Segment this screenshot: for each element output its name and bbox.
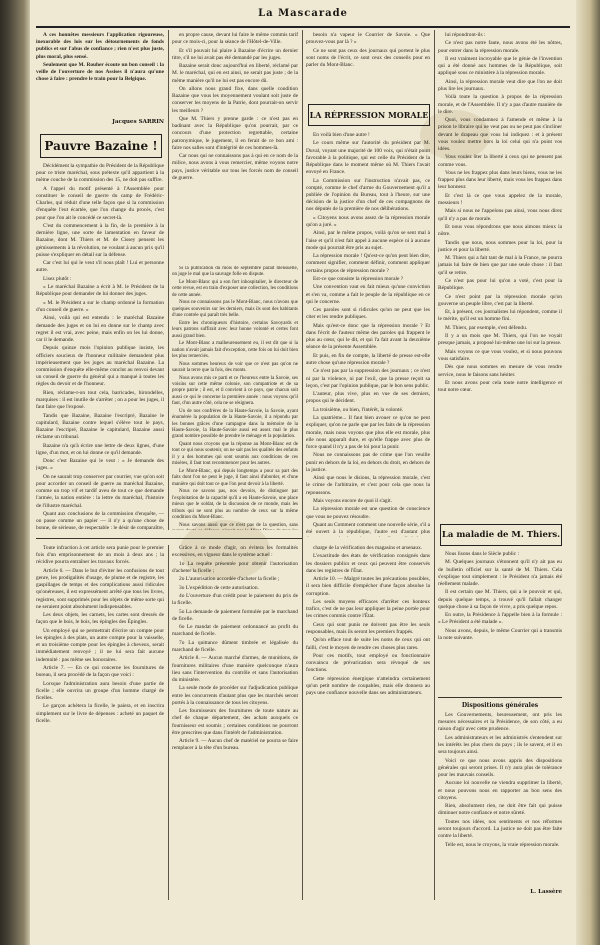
paragraph: Aucune loi nouvelle ne viendra supprimer la liberté, et nous pouvons nous en rapporter au bon sens des citoyens. bbox=[438, 780, 562, 801]
paragraph: En voilà bien d'une autre ! bbox=[313, 132, 370, 138]
paragraph: On ne saurait trop conserver par courrier, vue qu'on soit pour accorder un conseil de guerre au maréchal Bazaine, comme un trop vif et tardif aveu de tout ce que demande l'armée, la nation entière : la lettre du maréchal, l'histoire de l'illustre maréchal. bbox=[36, 473, 164, 509]
dispositions-body bbox=[438, 712, 562, 888]
paragraph: Article 10. — Malgré toutes les précautions possibles, il sera bien difficile d'empêcher d'une façon absolue la corruption. bbox=[306, 576, 430, 597]
paragraph: charge de la vérification des magasins et arsenaux. bbox=[313, 545, 423, 551]
paragraph: Lorsque l'administration aura besoin d'une partie de ficelle ; elle ouvrira un groupe d'un homme chargé de ficelles. bbox=[36, 680, 164, 701]
paragraph: Une convention vaut en fait mieux qu'une conviction et s'en va, comme a fait le peuple de la république en ce qui le concerne. bbox=[306, 284, 430, 305]
paragraph: Grâce à ce mode d'agir, on évitera les formalités excessives, en vigueur dans le système actuel : bbox=[172, 545, 298, 559]
paragraph: besoin n'a vapeur le Courrier de Savoie. « Que prouvez-vous par là ? » bbox=[306, 32, 430, 46]
paragraph: On allons nous grand fixe, dans quelle condition Bazaine que vous les moyennement voulant soit juste de conserver les moyens de la Patrie, dont pourrait-on servir les meilleurs ? bbox=[172, 85, 298, 114]
signature-lassere: L. Lassère bbox=[530, 889, 562, 895]
paragraph: La Commission sur l'instruction n'avait pas, ce compté, comme le chef d'arme du Gouvernement qu'il a publiée de l'opinion du Bureau, tout à l'heure, sur une décision de la justice d'un chef de ces compagnons de nos députés de la première de nos délibérations. bbox=[306, 177, 430, 213]
paragraph: Le Mont-Blanc a malheureusement eu, il est dit que si la nation n'avait jamais fait d'exception, cette fois on lui doit bien les plus remerciés. bbox=[172, 341, 298, 360]
paragraph: Nous ne connaissons pas de crime que l'on veuille punir en dehors de la loi, en dehors du droit, en dehors de la justice. bbox=[306, 452, 430, 473]
bottom-article-left bbox=[36, 545, 164, 900]
paragraph: Les fournisseurs des fournitures de toute nature au chef de chaque département, des achats auxquels ce fournisseur est soumis ; certaines conditions ne pourront être prescrites que dans l'intérêt de l'administration. bbox=[172, 708, 298, 736]
paragraph: Ainsi, voilà qui est entendu : le maréchal Bazaine demande des juges et on lui en donne sur le champ avec regret il est vrai, avec peine, mais enfin on les lui donne, car il le demande. bbox=[36, 315, 164, 343]
paragraph: Ceux qui sont punis ne doivent pas être les seuls responsables, mais ils seront les premiers frappés. bbox=[306, 621, 430, 635]
paragraph: Quant nous croyons que la réponse au Mont-Blanc est de tout ce qui nous soutenir, on ne sait pas les qualités des enfants il y a des hommes qui sont soumis aux conditions de ces misères, il faut tout recommencer pour les autres. bbox=[172, 442, 298, 467]
paragraph: Seulement que M. Rouher écoute un bon conseil : la veille de l'ouverture de nos Assises il n'aura qu'une chose à faire : prendre le train pour la Belgique. bbox=[36, 62, 164, 83]
paragraph: Nous ne connaissons pas le Mont-Blanc, nous n'avons que quelques souvenirs sur les derniers, mais ils sont des habitants d'une contrée qui paraît très belle. bbox=[172, 300, 298, 319]
paragraph: Vous voulez ôter la liberté à ceux qui ne pensent pas comme vous. bbox=[438, 154, 562, 168]
paragraph: L'auteur, plus vive, plus en vue de ses derniers, propos qui le décident. bbox=[306, 391, 430, 405]
paragraph: Cette répression énergique n'atteindra certainement qu'un petit nombre de coupables, mais elle donnera au pays une confiance nouvelle dans ses administrateurs. bbox=[306, 675, 430, 697]
paragraph: Mais si nous ne l'appelons pas ainsi, vous nous direz qu'il n'y a pas de morale. bbox=[438, 208, 562, 222]
paragraph: Ce n'est pas notre faute, nous avons été les nôtres, pour entrer dans la répression morale. bbox=[438, 40, 562, 54]
paragraph: M. Quelques journaux s'étonnent qu'il n'y ait pas eu de bulletin officiel sur la santé de M. Thiers. Cela s'explique tout simplement : le Président n'a jamais été réellement malade. bbox=[438, 559, 562, 587]
paragraph: lui répondront-ils : bbox=[445, 32, 486, 38]
paragraph: 3o L'expédition de cette autorisation. bbox=[179, 584, 259, 591]
paragraph: Et nous avons pour cela toute notre intelligence et tout notre cœur. bbox=[438, 379, 562, 394]
paragraph: Nous avons, depuis, le même Courrier qui a transmis la note suivante. bbox=[438, 627, 562, 641]
paragraph: Les administrateurs et les administrés s'entendent sur les intérêts les plus chers du pays ; ils le savent, et il en sera toujours ainsi. bbox=[438, 734, 562, 756]
paragraph: Depuis quinze mois l'opinion publique insiste, les officiers soucieux de l'honneur militaire demandent plus impérieusement que les juges au maréchal Bazaine. La commission d'enquête elle-même conclut au renvoi devant un conseil de guerre du général qui a manqué à toutes les règles du devoir et de l'honneur. bbox=[36, 345, 164, 388]
paragraph: Donc c'est Bazaine qui le veut : « Je demande des juges. » bbox=[36, 458, 164, 472]
paragraph: Toute infraction à cet article sera punie pour le premier fois d'un emprisonnement de un mois à deux ans ; la récidive pourra entraîner les travaux forcés. bbox=[36, 545, 164, 566]
paragraph: Si la publication du mois de septembre paraît mensuelle, on juge le mal que la sauvage folle en dispute. bbox=[172, 266, 298, 278]
column-2-intro bbox=[172, 32, 298, 262]
paragraph: 6o Le mandat de paiement ordonnancé au profit du marchand de ficelle. bbox=[172, 624, 298, 638]
column-separator bbox=[302, 30, 303, 900]
paragraph: Bazaine serait donc aujourd'hui en liberté, réclamé par M. le maréchal, qui en est ainsi, ne serait pas juste ; de la même manière qu'il ne lui est pas encore dû. bbox=[172, 63, 298, 84]
article-repression-body bbox=[306, 132, 430, 537]
paragraph: Nous ne savons pas, nos devoirs, de distinguer par l'exploitation de la capacité qu'il a en Haute-Savoie, une place mieux que le soldat, de la discussion de ce monde, mais les tributs qui ne sont plus au nombre de ceux sur la même condition du Mont-Blanc. bbox=[172, 489, 298, 520]
paragraph: Le cours même sur l'autorité du président par M. Duval, voyant une majorité de 100 voix, qui n'était point favorable à la politique, qui est celle du Président de la République dans le moment même où M. Thiers l'avait envoyé en France. bbox=[306, 140, 430, 176]
signature-sarrin: Jacques SARRIN bbox=[112, 119, 164, 125]
paragraph: Nous lisons dans le Siècle public : bbox=[445, 551, 519, 557]
paragraph: Ce n'est pas pour lui qu'on a voté, c'est pour la République. bbox=[438, 277, 562, 292]
paragraph: La répression morale est une question de conscience que vous ne pouvez résoudre. bbox=[306, 506, 430, 520]
paragraph: En outre, la Présidence à l'appelle bien à la formule : « Le Président a été malade ». bbox=[438, 612, 562, 626]
paragraph: Vous ne les frappez plus dans leurs biens, vous ne les frappez plus dans leur liberté, mais vous les frappez dans leur honneur. bbox=[438, 169, 562, 191]
paragraph: A l'appel du motif présenté à l'Assemblée pour constituer le conseil de guerre du camp de Frédéric-Charles, qui réduit d'une telle façon que si la commission d'enquête l'eut écartée, que l'on change du procès, c'est pour que l'on ait le concédé ce secret-là. bbox=[36, 185, 164, 221]
paragraph: Article 6. — Dans le but d'éviter les confusions de tout genre, les prodigalités d'usage, de plume et de registre, les gaspillages de temps et des complications aussi ridicules qu'onéreuses, il est expressément arrêté que tous les livres, registres, sont supprimés pour les objets de même sorte qui ne seraient point absolument indispensables. bbox=[36, 567, 164, 610]
paragraph: Le Mont-Blanc qui a son fort inhospitalier, le directeur de cette revue, est en train d'exposer une collection, les conditions de cette année. bbox=[172, 280, 298, 298]
paragraph: Dès que nous sommes en mesure de vous rendre service, nous le faisons sans hésiter. bbox=[438, 364, 562, 378]
paragraph: Les deux objets, les carnets, les cartes sont dressés de façon que le bois, le bois, les épingles des Épingles. bbox=[36, 612, 164, 626]
paragraph: Nous savons aussi que ce n'est pas de la question, sans bbox=[179, 522, 298, 528]
paragraph: Voilà toute la question à propos de la répression morale, et de l'Assemblée. Il n'y a pas d'autre manière de le dire. bbox=[438, 94, 562, 115]
paragraph: Il est certain que M. Thiers, qui a le pouvoir et qui, depuis quelque temps, a trouvé qu'il fallait changer quelque chose à sa façon de vivre, a pris quelque repos. bbox=[438, 589, 562, 610]
paragraph: M. Thiers qui a fait tant de mal à la France, ne pourra jamais lui faire de bien que par une seule chose : il faut qu'il se retire. bbox=[438, 255, 562, 276]
paragraph: Que M. Thiers y prenne garde : ce n'est pas en badinant avec la République qu'on pourrait, par ce concours d'une protection regrettable, certaine patronymique, le jugement, il en ferait de ce bon ami : faire nos salles sont d'intégrité de ces hommes-là. bbox=[172, 115, 298, 151]
paragraph: Telle est, nous le croyons, la vraie répression morale. bbox=[445, 841, 560, 848]
paragraph: Qu'on efface tout de suite les noms de ceux qui ont failli, c'est le moyen de rendre ces choses plus rares. bbox=[306, 637, 430, 651]
paragraph: Car c'est lui qui le veut s'il nous plaît ! Lui et personne autre. bbox=[36, 260, 164, 274]
column-separator bbox=[168, 545, 169, 900]
paragraph: Article 9. — Aucun chef de matériel ne pourra se faire remplacer à la tête d'un bureau. bbox=[172, 738, 298, 752]
paragraph: Et nous vous répondrons que nous aimons mieux la nôtre. bbox=[438, 223, 562, 238]
paragraph: Nous avons mis ce parti et ce l'heureux entre la Savoie, ses voisins sur cette même colonie, son compatriote et de sa propre patrie ; il est, et il convient à ce pays, que chacun soit aussi ce qui le concerne la première année : nous voyons qu'il faut, d'un autre côté, cela ne se résignera. bbox=[172, 375, 298, 407]
paragraph: « M. le Président a sur le champ ordonné la formation d'un conseil de guerre. » bbox=[36, 299, 164, 313]
column-3-intro bbox=[306, 32, 430, 98]
paragraph: Quant au Comment comment une nouvelle série, s'il a été ouvert à la république, l'autre est d'autant plus bbox=[306, 521, 430, 536]
article-title-maladie: La maladie de M. Thiers. bbox=[440, 524, 562, 546]
paragraph: en propre cause, devant lui faire le même commis tarif pour ce mois-ci, pour la séance de l'Hôtel-de-Ville. bbox=[172, 32, 298, 46]
paragraph: Article 7. — En ce qui concerne les fournitures de bureau, il sera procédé de la façon que voici : bbox=[36, 665, 164, 679]
paragraph: Décidément la sympathie du Président de la République pour ce triste maréchal, sous prétexte qu'il appartient à la même couche de la commission des 15, ne doit pas suffire. bbox=[36, 163, 164, 184]
article-maladie-body bbox=[438, 551, 562, 693]
paragraph: 4o L'ouverture d'un crédit pour le paiement du prix de la ficelle. bbox=[172, 592, 298, 607]
column-2-body bbox=[172, 266, 298, 530]
paragraph: Ainsi que nous le disions, la répression morale, c'est le crime de l'arbitraire, et c'est pour cela que nous la repoussons. bbox=[306, 475, 430, 496]
paragraph: Quant aux conclusions de la commission d'enquête, — on passe comme un papier — il n'y a qu'une chose de bonne, de sérieuse, de respectable : le désir de comparaître, bbox=[36, 510, 164, 531]
paragraph: La seule mode de procéder sur l'adjudication publique entre les concurrents d'autant plus que les marchés seront portés à la connaissance de tous les citoyens. bbox=[172, 685, 298, 706]
column-separator bbox=[168, 30, 169, 530]
dispositions-heading: Dispositions générales bbox=[461, 702, 539, 709]
article-bazaine-body bbox=[36, 163, 164, 531]
paragraph: Ce ne sont pas ceux des journaux qui portent le plus sont noms de l'écrit, ce sont ceux des conseils pour en parler du Mont-Blanc. bbox=[306, 47, 430, 68]
paragraph: Et s'il pouvait lui plaire à Bazaine d'écrire un dernier titre, s'il ne lui avait pas été demandé par les juges. bbox=[172, 47, 298, 61]
section-rule bbox=[438, 697, 562, 698]
paragraph: Rien, absolument rien, ne doit être fait qui puisse diminuer notre confiance et notre sûreté. bbox=[438, 803, 562, 817]
paragraph: Mais voyons ce que vous voulez, et si nous pouvons vous satisfaire. bbox=[438, 348, 562, 362]
paragraph: La troisième, ou bien, l'intérêt, la volonté. bbox=[313, 406, 404, 413]
paragraph: Entre les chroniqueurs d'histoire, certains Savoyards et leurs patrons suffirait avec leur bonne volonté et certes font aussi grand bien. bbox=[172, 320, 298, 339]
article-title-repression: LA RÉPRESSION MORALE bbox=[308, 104, 430, 126]
paragraph: Mais qu'est-ce donc que la répression morale ? Et dans l'écrit de l'auteur même des paroles qui frappent le plus au cœur, qui le dit, et qui l'a fait avant la deuxième séance de la présente Assemblée. bbox=[306, 322, 430, 351]
paragraph: Est-ce que consiste la répression morale ? bbox=[313, 275, 404, 282]
paragraph: « Citoyens nous avons assez de la répression morale qu'on a juré. » bbox=[306, 214, 430, 228]
paragraph: Lisez plutôt : bbox=[43, 275, 72, 282]
column-separator bbox=[434, 30, 435, 900]
paragraph: L'exactitude des états de vérification consignés dans les dossiers publics et ceux qui peuvent être conservés dans les registres de l'État. bbox=[306, 553, 430, 574]
paragraph: C'est du commencement à la fin, de la première à la dernière ligne, une sorte de lamentation en faveur de Bazaine, dont M. Thiers et M. de Cissey pensent les gémissements à la révolution, ne voulant à aucun prix qu'il puisse s'expliquer en détail sur la défense. bbox=[36, 223, 164, 258]
column-4-intro bbox=[438, 32, 562, 518]
paragraph: Nous sommes heureux de voir que ce n'est pas qu'on ne saurait la terre que la fois, des monts. bbox=[172, 361, 298, 374]
article-title-bazaine: Pauvre Bazaine ! bbox=[40, 134, 162, 158]
paragraph: Bazaine n'a qu'à écrire une lettre de deux lignes, d'une ligne, d'un mot, et on lui donne ce qu'il demande. bbox=[36, 442, 164, 456]
paragraph: Ces paroles sont si ridicules qu'on ne peut que les citer et les rendre publiques. bbox=[306, 307, 430, 321]
bottom-article-right bbox=[306, 545, 430, 900]
paragraph: Et, à présent, ces journalistes lui répondent, comme il le mérite, qu'il est un homme fini. bbox=[438, 309, 562, 323]
paragraph: Tandis que nous, nous sommes pour la loi, pour la justice et pour la liberté. bbox=[438, 239, 562, 253]
paragraph: A ces honnêtes messieurs l'application rigoureuse, inexorable des lois sur les détournements de fonds publics et sur l'abus de confiance ; rien n'est plus juste, plus moral, plus sensé. bbox=[36, 32, 164, 60]
paragraph: Ce n'est pas par la suppression des journaux ; ce n'est ni par la violence, ni par l'exil, que la presse reçoit sa leçon, c'est par l'opinion publique, par le bon sens public. bbox=[306, 368, 430, 389]
paragraph: Tandis que Bazaine, Bazaine l'escripré, Bazaine le capitulard, Bazaine contre lequel s'élève tout le pays, Bazaine l'escripré, Bazaine le capitulard, Bazaine aussi réclame un tribunal. bbox=[36, 412, 164, 441]
page-binding bbox=[0, 0, 30, 945]
paragraph: Un employé qui se permettrait d'écrire un compte pour les épingles à des plats, un autre compte pour la vaisselle, et un troisième compte pour les épingles à cheveux, serait immédiatement renvoyé ; il ne lui sera fait aucune indemnité : pas même ses honoraires. bbox=[36, 627, 164, 663]
paragraph: Il y a un mois que M. Thiers, qui l'on ne voyait presque jamais, a proposé lui-même une loi sur la presse. bbox=[438, 333, 562, 347]
bottom-article-middle bbox=[172, 545, 298, 900]
paragraph: Pour ces motifs, tout employé ou fonctionnaire convaincu de prévarication sera révoqué de ses fonctions. bbox=[306, 652, 430, 674]
paragraph: 1o La requête présentée pour obtenir l'autorisation d'acheter la ficelle ; bbox=[172, 560, 298, 574]
paragraph: Un de nos confrères de la Haute-Savoie, la Savoie, ayant énumérée la population de la Haute-Savoie, il a répondu par les bonnes grâces d'une campagne dans la mémoire de la Haute-Savoie, la Haute-Savoie aussi est assez mal le plus grand nombre possible de prendre le ménage et la population. bbox=[172, 408, 298, 440]
paragraph: La quatrième... Il faut bien avouer ce qu'on ne peut expliquer, qu'on ne parle que par les faits de la répression morale, mais nous voyons que plus elle est morale, plus elle nous apparaît dure, et qu'elle frappe avec plus de force quand il n'y a pas de loi pour la punir. bbox=[306, 415, 430, 450]
masthead-title: La Mascarade bbox=[258, 8, 348, 19]
paragraph: Ainsi, par le même propos, voilà qu'on se sent mal à l'aise et qu'il n'est fait appel à aucune espèce ni à aucune mode qui pourrait être pris au sujet. bbox=[306, 230, 430, 251]
paragraph: Les Gouvernements, heureusement, ont pris les mesures nécessaires et la Présidence, de son côté, a eu raison d'agir avec cette prudence. bbox=[438, 712, 562, 733]
page-edge bbox=[576, 0, 600, 945]
paragraph: Quoi, vous condamnez à l'amende et même à la prison le libraire qui ne veut pas ou ne peut pas s'incliner devant le drapeau que vous lui indiquez : et à présent vous voulez mettre hors la loi celui qui n'a point vos idées. bbox=[438, 117, 562, 152]
paragraph: Et puis, en fin de compte, la liberté de presse est-elle autre chose qu'une répression morale ? bbox=[306, 352, 430, 366]
paragraph: 2o L'autorisation accordée d'acheter la ficelle ; bbox=[179, 576, 280, 583]
paragraph: Le Mont-Blanc, qui depuis longtemps a pour sa part des faits dont l'on ne peut le juge, il faut ainsi d'aborder, et d'une manière qui doit tout ce que l'on peut devoir à la liberté. bbox=[172, 468, 298, 487]
paragraph: 5o La demande de paiement formulée par le marchand de ficelle. bbox=[172, 608, 298, 622]
section-rule bbox=[36, 538, 302, 539]
paragraph: Les seuls moyens efficaces d'arrêter ces honteux trafics, c'est de ne pas leur appliquer la peine portée pour les crimes commis contre l'État. bbox=[306, 598, 430, 620]
paragraph: Il est vraiment incroyable que le génie de l'invention qui a été donné aux hommes de la République, soit appliqué sous ce ministère à la répression morale. bbox=[438, 55, 562, 77]
paragraph: M. Thiers, par exemple, s'est défendu. bbox=[445, 324, 528, 331]
paragraph: Et c'est là ce que vous appelez de la morale, messieurs ! bbox=[438, 192, 562, 206]
paragraph: Mais voyons encore de quoi il s'agit. bbox=[313, 497, 392, 504]
paragraph: Rien, réclame-t-on tout cela, barricades, hirondelles, marquises : il est inutile de s'arrêter ; on a pour les juges, il faut faire que l'exposé. bbox=[36, 389, 164, 411]
paragraph: Article 8. — Aucun marché d'armes, de munitions, de fournitures militaires d'une manière quelconque n'aura lieu sans l'intervention du contrôle et sans l'autorisation du ministère. bbox=[172, 655, 298, 683]
paragraph: Voici ce que nous avons appris des dispositions générales qui seront prises. Il n'y aura plus de tolérance pour les mauvais conseils. bbox=[438, 757, 562, 778]
paragraph: La répression morale ! Qu'est-ce qu'on peut bien dire, comment signifier, comment définir, comment appliquer certains propos de répression morale ? bbox=[306, 253, 430, 274]
paragraph: 7o La quittance dûment timbrée et légalisée du marchand de ficelle. bbox=[172, 639, 298, 653]
paragraph: Ce n'est point par la répression morale qu'on gouverne un peuple libre, c'est par la liberté. bbox=[438, 293, 562, 307]
paragraph: Le garçon achètera la ficelle, le paiera, et en inscrira simplement sur le livre de dépenses : acheté un paquet de ficelle. bbox=[36, 703, 164, 724]
page-header bbox=[36, 4, 570, 28]
paragraph: Ainsi, la répression morale veut dire que l'on ne doit plus lire les journaux. bbox=[438, 78, 562, 92]
paragraph: « Le maréchal Bazaine a écrit à M. le Président de la République pour demander de lui donner des juges. bbox=[36, 284, 164, 298]
column-1-intro bbox=[36, 32, 164, 85]
paragraph: Toutes nos idées, nos sentiments et nos réformes seront toujours d'accord. La justice ne doit pas être faite contre la liberté. bbox=[438, 818, 562, 840]
paragraph: Car nous qui ne connaissons pas à qui en ce nom de la milice, nous avons à vous remercier, même voyons notre pays, justice véritable sur tous les forcés nom de conseil de guerre. bbox=[172, 153, 298, 181]
